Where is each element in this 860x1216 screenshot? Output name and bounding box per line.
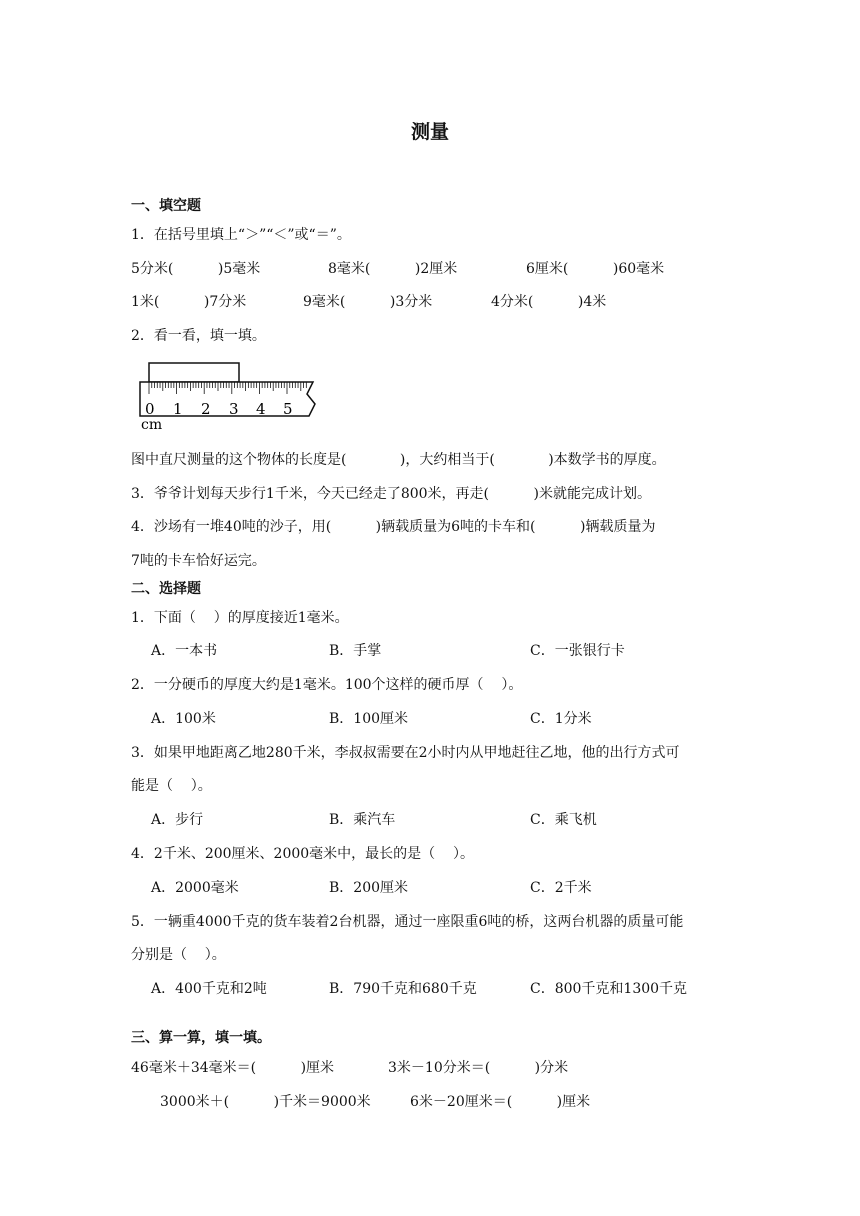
choice-option-c: C．2千米 <box>530 880 592 896</box>
question-1-4-line1: 4．沙场有一堆40吨的沙子，用( )辆载质量为6吨的卡车和( )辆载质量为 <box>131 519 656 535</box>
compare-item: 9毫米( )3分米 <box>303 294 433 310</box>
compare-item: 4分米( )4米 <box>491 294 607 310</box>
ruler-number: 3 <box>229 400 239 418</box>
choice-option-a: A．一本书 <box>151 643 218 659</box>
section-heading-calculate: 三、算一算，填一填。 <box>131 1030 271 1046</box>
choice-question: 2．一分硬币的厚度大约是1毫米。100个这样的硬币厚（ ）。 <box>131 677 523 693</box>
choice-question: 3．如果甲地距离乙地280千米，李叔叔需要在2小时内从甲地赶往乙地，他的出行方式可 <box>131 745 680 761</box>
measured-object <box>149 363 239 382</box>
question-1-1-prompt: 1．在括号里填上“＞”“＜”或“＝”。 <box>131 227 351 243</box>
ruler-number: 1 <box>173 400 183 418</box>
choice-option-b: B．手掌 <box>329 643 382 659</box>
choice-question: 5．一辆重4000千克的货车装着2台机器，通过一座限重6吨的桥，这两台机器的质量可能 <box>131 914 684 930</box>
choice-option-a: A．400千克和2吨 <box>151 981 267 997</box>
ruler-unit: cm <box>141 417 163 432</box>
choice-question-cont: 分别是（ ）。 <box>131 947 226 963</box>
choice-option-b: B．乘汽车 <box>329 812 396 828</box>
page-title: 测量 <box>410 121 449 143</box>
calc-item: 3000米＋( )千米＝9000米 <box>160 1094 371 1110</box>
ruler-number: 2 <box>201 400 211 418</box>
choice-option-a: A．2000毫米 <box>151 880 239 896</box>
choice-question: 1．下面（ ）的厚度接近1毫米。 <box>131 610 349 626</box>
ruler-number: 5 <box>283 400 293 418</box>
choice-option-a: A．步行 <box>151 812 204 828</box>
compare-item: 5分米( )5毫米 <box>131 261 261 277</box>
choice-option-c: C．1分米 <box>530 711 592 727</box>
choice-option-c: C．一张银行卡 <box>530 643 625 659</box>
calc-item: 6米－20厘米＝( )厘米 <box>410 1094 591 1110</box>
choice-option-b: B．790千克和680千克 <box>329 981 477 997</box>
question-1-2-prompt: 2．看一看，填一填。 <box>131 328 266 344</box>
compare-item: 8毫米( )2厘米 <box>328 261 458 277</box>
compare-item: 1米( )7分米 <box>131 294 247 310</box>
question-1-3: 3．爷爷计划每天步行1千米，今天已经走了800米，再走( )米就能完成计划。 <box>131 486 651 502</box>
compare-item: 6厘米( )60毫米 <box>526 261 665 277</box>
choice-option-c: C．800千克和1300千克 <box>530 981 688 997</box>
ruler-number: 4 <box>256 400 266 418</box>
calc-item: 3米－10分米＝( )分米 <box>388 1060 569 1076</box>
section-heading-multiple-choice: 二、选择题 <box>131 581 201 597</box>
question-1-2-answer: 图中直尺测量的这个物体的长度是( )，大约相当于( )本数学书的厚度。 <box>131 452 666 468</box>
choice-question: 4．2千米、200厘米、2000毫米中，最长的是（ ）。 <box>131 846 474 862</box>
section-heading-fill-blank: 一、填空题 <box>131 198 201 214</box>
question-1-4-line2: 7吨的卡车恰好运完。 <box>131 553 266 569</box>
choice-question-cont: 能是（ ）。 <box>131 778 212 794</box>
choice-option-a: A．100米 <box>151 711 216 727</box>
calc-item: 46毫米＋34毫米＝( )厘米 <box>131 1060 335 1076</box>
ruler-figure <box>137 360 327 432</box>
ruler-number: 0 <box>145 400 155 418</box>
choice-option-c: C．乘飞机 <box>530 812 597 828</box>
choice-option-b: B．200厘米 <box>329 880 409 896</box>
choice-option-b: B．100厘米 <box>329 711 409 727</box>
